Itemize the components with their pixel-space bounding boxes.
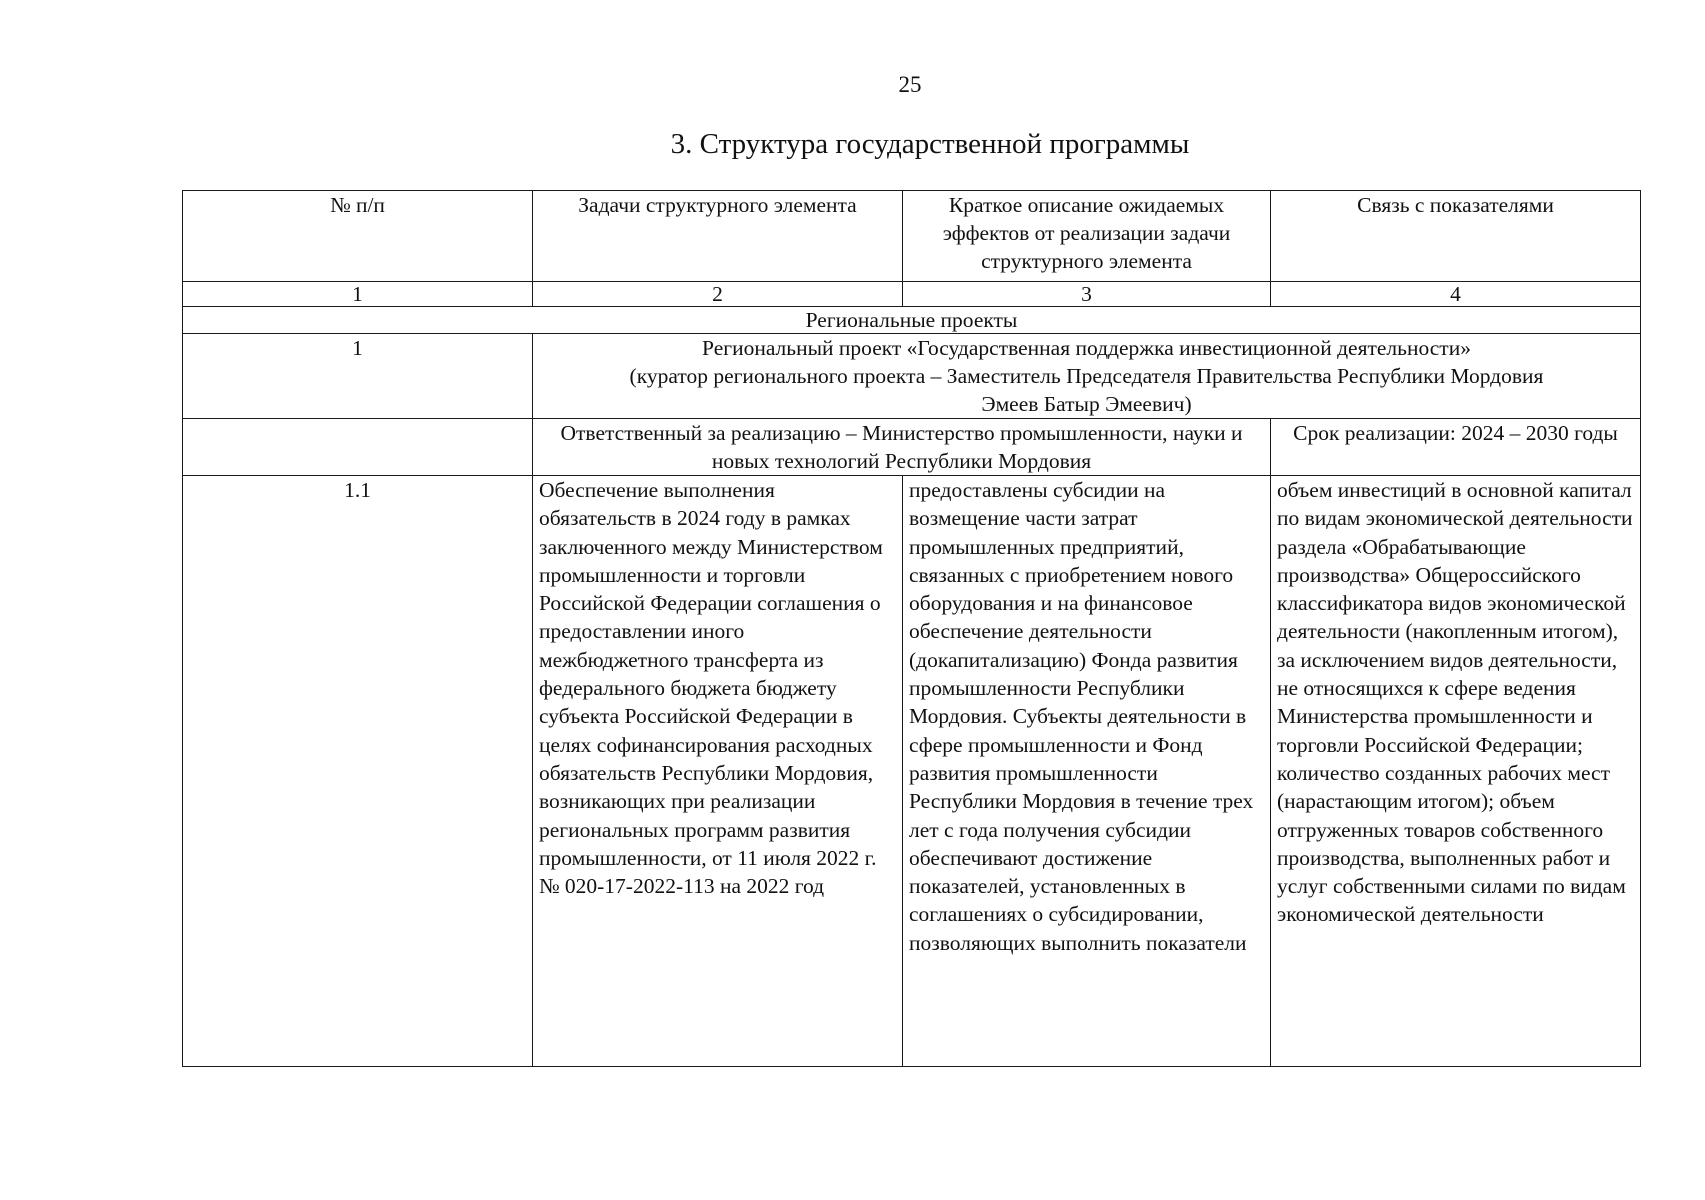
header-effects: Краткое описание ожидаемых эффектов от реализации задачи структурного элемента: [903, 191, 1271, 282]
project-title-cell: [533, 334, 1641, 419]
effects-cell: предоставлены субсидии на возмещение части затрат промышленных предприятий, связанных с приобретением нового оборудования и на финансовое обеспечение деятельности (докапитализацию) Фонда развития промышленности Республики Мордовия. Субъекты деятельности в сфере промышленности и Фонд развития промышленности Республики Мордовия в течение трех лет с года получения субсидии обеспечивают достижение показателей, установленных в соглашениях о субсидировании, позволяющих выполнить показатели: [903, 476, 1271, 1067]
column-number-row: [183, 282, 1641, 307]
indicators-cell: объем инвестиций в основной капитал по видам экономической деятельности раздела «Обрабатывающие производства» Общероссийского классификатора видов экономической деятельности (накопленным итогом), за исключением видов деятельности, не относящихся к сфере ведения Министерства промышленности и торговли Российской Федерации; количество созданных рабочих мест (нарастающим итогом); объем отгруженных товаров собственного производства, выполненных работ и услуг собственными силами по видам экономической деятельности: [1271, 476, 1641, 1067]
project-number: 1: [183, 334, 533, 419]
column-number: 4: [1271, 282, 1641, 307]
program-structure-table: [182, 190, 1641, 1067]
header-tasks: Задачи структурного элемента: [533, 191, 903, 282]
header-row: [183, 191, 1641, 282]
header-number: № п/п: [183, 191, 533, 282]
responsible-row: [183, 419, 1641, 476]
implementation-term: Срок реализации: 2024 – 2030 годы: [1271, 419, 1641, 476]
column-number: 2: [533, 282, 903, 307]
row-number: 1.1: [183, 476, 533, 1067]
project-row: [183, 334, 1641, 419]
task-cell: Обеспечение выполнения обязательств в 2024 году в рамках заключенного между Министерством промышленности и торговли Российской Федерации соглашения о предоставлении иного межбюджетного трансферта из федерального бюджета бюджету субъекта Российской Федерации в целях софинансирования расходных обязательств Республики Мордовия, возникающих при реализации региональных программ развития промышленности, от 11 июля 2022 г. № 020-17-2022-113 на 2022 год: [533, 476, 903, 1067]
responsible-executor: Ответственный за реализацию – Министерство промышленности, науки и новых технологий Республики Мордовия: [533, 419, 1271, 476]
project-title: Региональный проект «Государственная поддержка инвестиционной деятельности»: [702, 336, 1471, 360]
project-curator-name: Эмеев Батыр Эмеевич): [981, 392, 1192, 416]
header-indicators: Связь с показателями: [1271, 191, 1641, 282]
empty-cell: [183, 419, 533, 476]
column-number: 1: [183, 282, 533, 307]
section-label: Региональные проекты: [183, 307, 1641, 334]
section-row: [183, 307, 1641, 334]
section-title: 3. Структура государственной программы: [670, 128, 1190, 160]
project-curator: (куратор регионального проекта – Заместитель Председателя Правительства Республики Мордовия: [629, 364, 1544, 388]
table-row: [183, 476, 1641, 1067]
column-number: 3: [903, 282, 1271, 307]
page-number: 25: [898, 72, 922, 97]
